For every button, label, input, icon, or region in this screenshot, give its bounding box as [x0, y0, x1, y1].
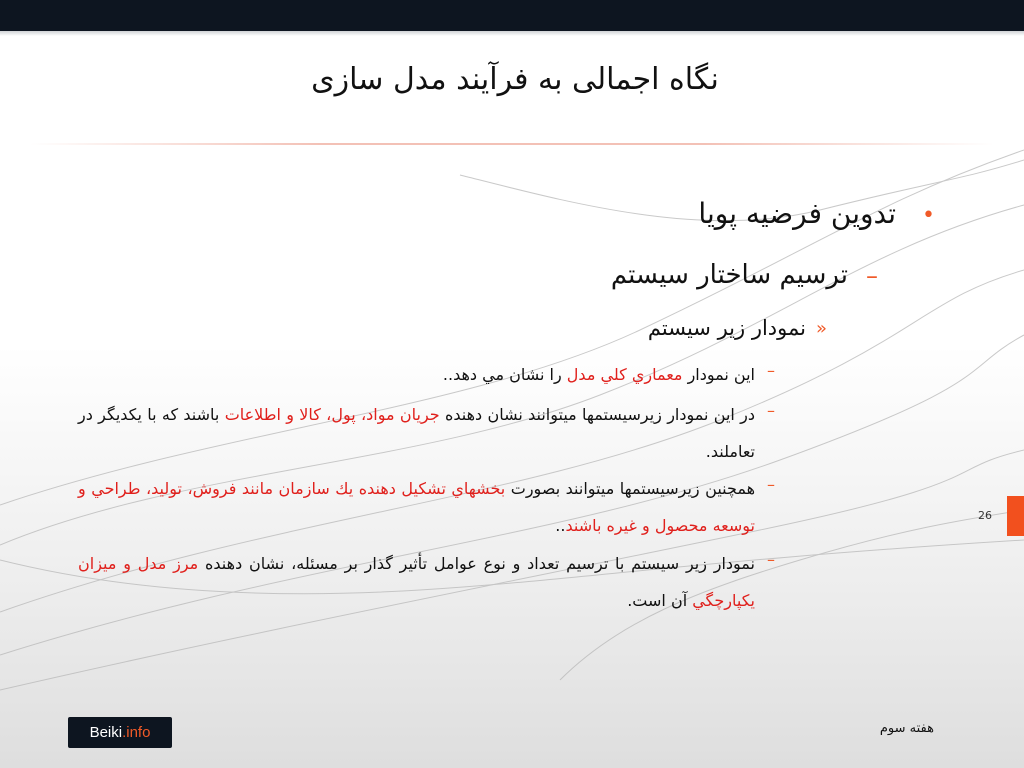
- paragraph-text: در این نمودار زیرسیستمها میتوانند نشان دهنده: [439, 405, 756, 424]
- paragraph-text: نمودار زیر سیستم با ترسیم تعداد و نوع عوامل تأثیر گذار بر مسئله، نشان دهنده: [198, 554, 755, 573]
- highlighted-text: معماري كلي مدل: [566, 365, 683, 384]
- paragraph-text: این نمودار: [682, 365, 755, 384]
- paragraph-4: [78, 545, 755, 619]
- bullet-level3: نمودار زیر سیستم: [647, 316, 806, 340]
- highlighted-text: مرز مدل و میزان یکپارچگي: [78, 554, 755, 610]
- dash-icon: –: [866, 262, 878, 290]
- bullet-level1: تدوین فرضیه پویا: [698, 197, 896, 230]
- highlighted-text: بخشهاي تشكيل دهنده يك سازمان مانند فروش، تولید، طراحي و توسعه محصول و غیره باشند: [78, 479, 755, 535]
- paragraph-text: را نشان مي دهد..: [442, 365, 567, 384]
- paragraph-text: ..: [555, 516, 566, 535]
- accent-tab: [1007, 496, 1024, 536]
- dash-icon: –: [767, 550, 775, 569]
- site-logo: [68, 717, 172, 748]
- dash-icon: –: [767, 475, 775, 494]
- title-divider: [30, 143, 994, 145]
- bullet-dot-icon: •: [922, 203, 935, 228]
- bullet-level2: ترسیم ساختار سیستم: [610, 260, 848, 290]
- slide-number: 26: [978, 509, 992, 522]
- logo-suffix: .info: [122, 724, 151, 741]
- paragraph-text: باشند که با یکدیگر در تعاملند.: [78, 405, 755, 461]
- dash-icon: –: [767, 361, 775, 380]
- paragraph-text: آن است.: [627, 591, 693, 610]
- logo-text: Beiki: [89, 724, 123, 741]
- paragraph-1: [78, 356, 755, 393]
- paragraph-2: [78, 396, 755, 470]
- dash-icon: –: [767, 401, 775, 420]
- paragraph-text: همچنین زیرسیستمها میتوانند بصورت: [505, 479, 756, 498]
- slide-title: نگاه اجمالی به فرآیند مدل سازی: [311, 62, 719, 97]
- double-chevron-icon: »: [816, 318, 828, 339]
- highlighted-text: جریان مواد، پول، کالا و اطلاعات: [224, 405, 440, 424]
- footer-week: هفته سوم: [879, 721, 934, 736]
- paragraph-3: [78, 470, 755, 544]
